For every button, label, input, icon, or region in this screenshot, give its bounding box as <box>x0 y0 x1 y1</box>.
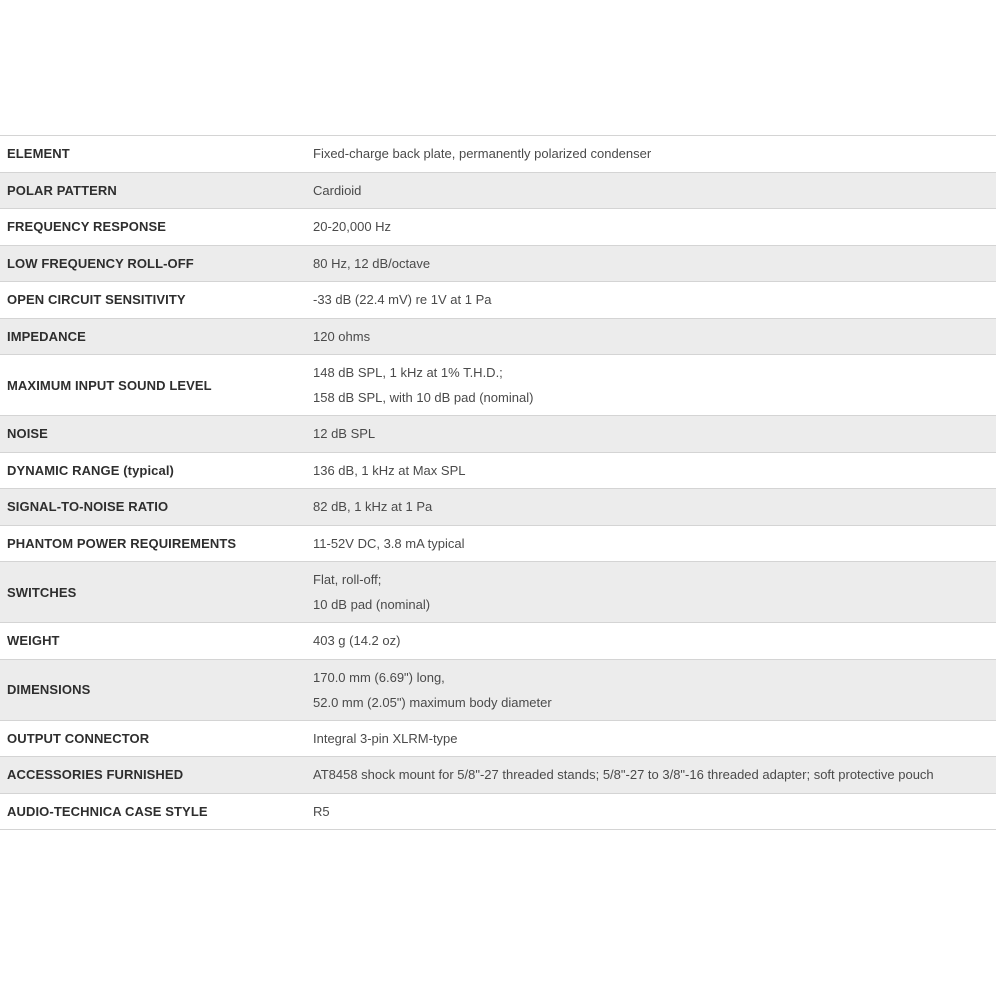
spec-value-line: R5 <box>313 803 330 819</box>
spec-value-line: 52.0 mm (2.05") maximum body diameter <box>313 694 552 710</box>
spec-row <box>0 355 996 416</box>
spec-value-line: 120 ohms <box>313 328 371 344</box>
spec-label: SIGNAL-TO-NOISE RATIO <box>7 499 169 515</box>
spec-row <box>0 525 996 562</box>
spec-row <box>0 757 996 794</box>
spec-value <box>313 793 996 830</box>
spec-label: OPEN CIRCUIT SENSITIVITY <box>7 292 186 308</box>
spec-row <box>0 282 996 319</box>
spec-value-line: 80 Hz, 12 dB/octave <box>313 255 431 271</box>
spec-value <box>313 355 996 416</box>
spec-label: LOW FREQUENCY ROLL-OFF <box>7 255 194 271</box>
spec-value <box>313 318 996 355</box>
spec-value-line: -33 dB (22.4 mV) re 1V at 1 Pa <box>313 292 492 308</box>
spec-value <box>313 136 996 173</box>
spec-label: MAXIMUM INPUT SOUND LEVEL <box>7 377 212 393</box>
spec-value-line: 158 dB SPL, with 10 dB pad (nominal) <box>313 390 534 405</box>
spec-row <box>0 489 996 526</box>
spec-row <box>0 318 996 355</box>
spec-value <box>313 659 996 720</box>
spec-value <box>313 562 996 623</box>
spec-value <box>313 172 996 209</box>
spec-value <box>313 452 996 489</box>
spec-label: AUDIO-TECHNICA CASE STYLE <box>7 803 208 819</box>
spec-value-line: Fixed-charge back plate, permanently polarized condenser <box>313 146 652 162</box>
spec-label: ACCESSORIES FURNISHED <box>7 767 184 783</box>
spec-label: DYNAMIC RANGE (typical) <box>7 462 174 478</box>
spec-value <box>313 525 996 562</box>
spec-row <box>0 209 996 246</box>
spec-label: SWITCHES <box>7 584 77 600</box>
spec-value-line: 148 dB SPL, 1 kHz at 1% T.H.D.; <box>313 365 503 380</box>
spec-row <box>0 720 996 757</box>
specifications-table <box>0 135 996 830</box>
spec-row <box>0 245 996 282</box>
spec-value-line: Integral 3-pin XLRM-type <box>313 730 458 746</box>
spec-value <box>313 720 996 757</box>
spec-label: OUTPUT CONNECTOR <box>7 730 150 746</box>
spec-value <box>313 245 996 282</box>
spec-row <box>0 136 996 173</box>
spec-row <box>0 172 996 209</box>
spec-row <box>0 793 996 830</box>
spec-value <box>313 489 996 526</box>
spec-label: ELEMENT <box>7 146 70 162</box>
spec-value <box>313 757 996 794</box>
spec-value-line: 170.0 mm (6.69") long, <box>313 669 445 685</box>
spec-value-line: 136 dB, 1 kHz at Max SPL <box>313 462 466 478</box>
specifications-body <box>0 136 996 830</box>
spec-label: IMPEDANCE <box>7 328 86 344</box>
spec-label: WEIGHT <box>7 633 60 649</box>
spec-row <box>0 416 996 453</box>
spec-label: NOISE <box>7 426 48 442</box>
spec-value <box>313 282 996 319</box>
spec-value <box>313 416 996 453</box>
spec-label: PHANTOM POWER REQUIREMENTS <box>7 535 237 551</box>
spec-label: DIMENSIONS <box>7 682 91 697</box>
spec-value <box>313 209 996 246</box>
spec-value-line: 11-52V DC, 3.8 mA typical <box>313 535 465 551</box>
spec-row <box>0 452 996 489</box>
spec-value-line: 10 dB pad (nominal) <box>313 597 431 612</box>
spec-value-line: 82 dB, 1 kHz at 1 Pa <box>313 499 433 515</box>
spec-label: POLAR PATTERN <box>7 182 117 198</box>
spec-row <box>0 562 996 623</box>
spec-row <box>0 659 996 720</box>
spec-value-line: 20-20,000 Hz <box>313 219 392 235</box>
spec-value-line: AT8458 shock mount for 5/8"-27 threaded stands; 5/8"-27 to 3/8"-16 threaded adapter; soft protective pouch <box>313 767 934 783</box>
spec-value-line: 12 dB SPL <box>313 426 376 442</box>
spec-value-line: Flat, roll-off; <box>313 572 382 587</box>
spec-value <box>313 623 996 660</box>
spec-label: FREQUENCY RESPONSE <box>7 219 167 235</box>
spec-value-line: 403 g (14.2 oz) <box>313 633 401 649</box>
spec-value-line: Cardioid <box>313 182 362 198</box>
spec-row <box>0 623 996 660</box>
